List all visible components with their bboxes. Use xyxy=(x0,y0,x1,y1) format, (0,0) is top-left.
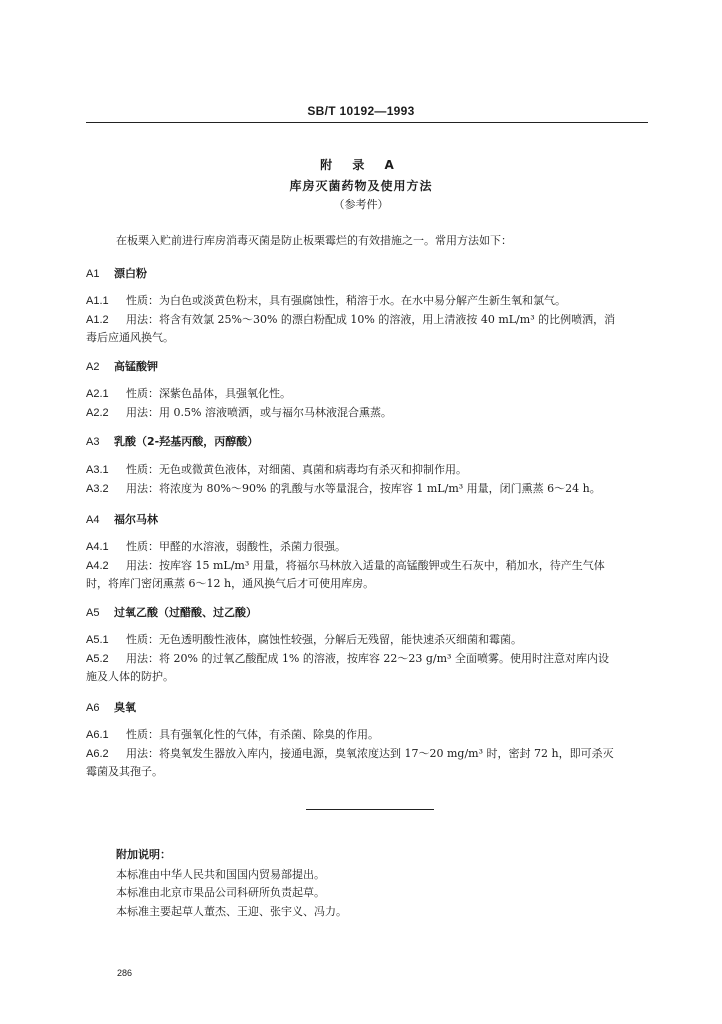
additional-note-line: 本标准由北京市果品公司科研所负责起草。 xyxy=(116,886,325,899)
clause xyxy=(86,557,605,573)
section-heading xyxy=(86,358,158,374)
clause-number: A1.1 xyxy=(86,295,109,307)
clause xyxy=(86,650,609,666)
section-name: 过氧乙酸（过醋酸、过乙酸） xyxy=(114,606,257,619)
section-number: A2 xyxy=(86,361,100,373)
standard-code-header: SB/T 10192—1993 xyxy=(307,104,415,118)
clause-text: 用法：将臭氧发生器放入库内，接通电源，臭氧浓度达到 17～20 mg/m³ 时，密封 72 h，即可杀灭 xyxy=(126,747,614,760)
clause xyxy=(86,292,566,308)
clause-number: A4.1 xyxy=(86,541,109,553)
clause xyxy=(86,631,522,647)
section-heading xyxy=(86,699,136,715)
section-name: 乳酸（2-羟基丙酸，丙醇酸） xyxy=(114,435,259,448)
clause xyxy=(86,461,467,477)
end-rule xyxy=(306,809,434,810)
clause-number: A4.2 xyxy=(86,560,109,572)
section-name: 福尔马林 xyxy=(114,513,158,526)
additional-note-line: 本标准主要起草人董杰、王迎、张宇义、冯力。 xyxy=(116,905,347,918)
clause xyxy=(86,385,291,401)
clause-text: 用法：将含有效氯 25%～30% 的漂白粉配成 10% 的溶液，用上清液按 40 mL/m³ 的比例喷洒，消 xyxy=(126,313,616,326)
clause xyxy=(86,726,379,742)
clause-number: A2.1 xyxy=(86,388,109,400)
clause-text: 性质：深紫色晶体，具强氧化性。 xyxy=(126,387,291,400)
clause-continuation: 毒后应通风换气。 xyxy=(86,331,174,344)
intro-paragraph: 在板栗入贮前进行库房消毒灭菌是防止板栗霉烂的有效措施之一。常用方法如下： xyxy=(116,234,512,247)
section-heading xyxy=(86,433,258,449)
appendix-label: 附 录 A xyxy=(320,158,402,172)
clause-number: A6.2 xyxy=(86,748,109,760)
page-number: 286 xyxy=(117,968,133,978)
clause-number: A5.1 xyxy=(86,634,109,646)
section-name: 漂白粉 xyxy=(114,267,147,280)
clause-number: A3.2 xyxy=(86,483,109,495)
clause-number: A2.2 xyxy=(86,407,109,419)
clause xyxy=(86,311,615,327)
clause-text: 性质：无色或微黄色液体，对细菌、真菌和病毒均有杀灭和抑制作用。 xyxy=(126,463,467,476)
clause-text: 性质：为白色或淡黄色粉末，具有强腐蚀性，稍溶于水。在水中易分解产生新生氧和氯气。 xyxy=(126,294,566,307)
clause xyxy=(86,404,392,420)
clause-text: 用法：用 0.5% 溶液喷洒，或与福尔马林液混合熏蒸。 xyxy=(126,406,392,419)
clause-number: A5.2 xyxy=(86,653,109,665)
clause-number: A3.1 xyxy=(86,464,109,476)
section-number: A6 xyxy=(86,702,100,714)
additional-notes-title: 附加说明： xyxy=(116,848,171,861)
clause-continuation: 施及人体的防护。 xyxy=(86,670,174,683)
section-heading xyxy=(86,511,158,527)
clause xyxy=(86,480,601,496)
clause-text: 用法：将 20% 的过氧乙酸配成 1% 的溶液，按库容 22～23 g/m³ 全面喷雾。使用时注意对库内设 xyxy=(126,652,609,665)
clause-text: 性质：甲醛的水溶液，弱酸性，杀菌力很强。 xyxy=(126,540,346,553)
clause-text: 性质：具有强氧化性的气体，有杀菌、除臭的作用。 xyxy=(126,728,379,741)
section-number: A4 xyxy=(86,514,100,526)
clause-number: A6.1 xyxy=(86,729,109,741)
clause-continuation: 霉菌及其孢子。 xyxy=(86,765,163,778)
section-heading xyxy=(86,265,147,281)
section-number: A5 xyxy=(86,607,100,619)
header-rule xyxy=(86,122,648,123)
section-number: A1 xyxy=(86,268,100,280)
section-name: 臭氧 xyxy=(114,701,136,714)
section-heading xyxy=(86,604,257,620)
clause-text: 性质：无色透明酸性液体，腐蚀性较强，分解后无残留，能快速杀灭细菌和霉菌。 xyxy=(126,633,522,646)
appendix-title: 库房灭菌药物及使用方法 xyxy=(289,179,433,193)
clause-text: 用法：将浓度为 80%～90% 的乳酸与水等量混合，按库容 1 mL/m³ 用量，闭门熏蒸 6～24 h。 xyxy=(126,482,601,495)
clause xyxy=(86,745,614,761)
appendix-note: （参考件） xyxy=(333,198,389,211)
additional-note-line: 本标准由中华人民共和国国内贸易部提出。 xyxy=(116,868,325,881)
section-number: A3 xyxy=(86,436,100,448)
clause-continuation: 时，将库门密闭熏蒸 6～12 h，通风换气后才可使用库房。 xyxy=(86,577,375,590)
clause xyxy=(86,538,346,554)
clause-text: 用法：按库容 15 mL/m³ 用量，将福尔马林放入适量的高锰酸钾或生石灰中，稍加水，待产生气体 xyxy=(126,559,605,572)
section-name: 高锰酸钾 xyxy=(114,360,158,373)
clause-number: A1.2 xyxy=(86,314,109,326)
